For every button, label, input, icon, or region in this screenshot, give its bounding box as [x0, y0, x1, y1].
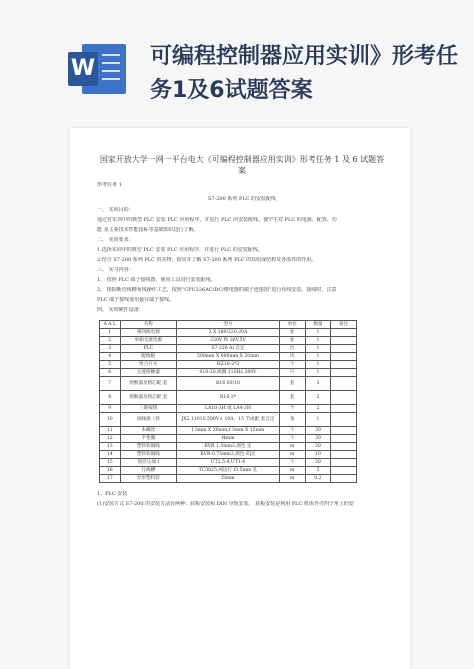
table-row [100, 435, 357, 443]
table-cell [331, 405, 357, 413]
table-cell: 7 [100, 377, 121, 391]
table-cell: 30 [305, 427, 331, 435]
table-cell: 1 [305, 353, 331, 361]
table-cell [331, 451, 357, 459]
doc-line: 2、 根据断近线槽布线操作工艺，按照“CPU226AC/DC/继电器的端子连接图”进行布线安装，接线时，注意 [97, 287, 337, 293]
table-cell: 30 [305, 435, 331, 443]
doc-line: 通过对实训中的典型 PLC 安装 PLC 应用程序，并进行 PLC 的安装配线，使学生对 PLC 的电源、配置、功 [97, 217, 337, 223]
table-cell [331, 467, 357, 475]
table-header-cell: 数量 [305, 321, 331, 329]
table-cell: m [279, 475, 305, 483]
table-cell: 20 [305, 459, 331, 467]
table-cell: 13 [100, 443, 121, 451]
table-cell: 行线槽 [120, 467, 177, 475]
table-cell: 异形塑料管 [120, 475, 177, 483]
table-row [100, 345, 357, 353]
table-cell: 木螺丝 [120, 427, 177, 435]
table-cell: BVR 1.5mm2,颜色 定 [177, 443, 280, 451]
table-cell: 3 [100, 345, 121, 353]
training-name: S7-200 系列 PLC 的安装配线 [207, 196, 277, 202]
table-cell: 塑料软铜线 [120, 451, 177, 459]
table-cell: JX2 1101S,500V× 10A、15 节或配 套自定 [177, 413, 280, 427]
table-cell: 个 [279, 361, 305, 369]
table-cell: 1 [100, 329, 121, 337]
table-cell: 6 [100, 369, 121, 377]
table-cell [331, 329, 357, 337]
table-cell: 1 [305, 361, 331, 369]
table-cell: m [279, 443, 305, 451]
doc-line: 1.选择实训中的典型 PLC 安装 PLC 应用程序，并进行 PLC 的安装配线。 [97, 247, 263, 253]
table-cell: 相四线电源 [120, 329, 177, 337]
table-row [100, 459, 357, 467]
table-cell: 个 [279, 427, 305, 435]
table-cell: 10 [100, 413, 121, 427]
table-cell: R16 60/10 [177, 377, 280, 391]
table-cell [331, 413, 357, 427]
table-cell: 1 [305, 413, 331, 427]
table-cell: 220V 和 36V,5V [177, 337, 280, 345]
table-cell: m [279, 451, 305, 459]
table-cell: 交流接触器 [120, 369, 177, 377]
table-cell: UT2.5-4,UT1-4 [177, 459, 280, 467]
table-cell: PLC [120, 345, 177, 353]
doc-line: 四、 实训硬件设备： [97, 307, 144, 313]
task-label: 形考任务 1 [97, 182, 122, 188]
table-cell: f4mm [177, 435, 280, 443]
table-cell: TC3025,两边打 f3.5mm 孔 [177, 467, 280, 475]
table-cell [331, 435, 357, 443]
table-cell: 2 [305, 405, 331, 413]
doc-line: (1)安装方式 S7-200 的安装方法有两种：底板安装和 DIN 导轨安装。 底板安装是利用 PLC 机体外壳四个角上的安 [97, 501, 354, 507]
table-cell: 2 [305, 391, 331, 405]
word-document-icon [68, 44, 126, 94]
table-cell: 3 [305, 377, 331, 391]
table-row [100, 451, 357, 459]
table-cell: 1 [305, 337, 331, 345]
table-header-row [100, 321, 357, 329]
table-cell [331, 459, 357, 467]
table-cell [331, 377, 357, 391]
table-cell: 2 [100, 337, 121, 345]
table-cell: m [279, 467, 305, 475]
table-cell [331, 353, 357, 361]
table-cell: 12 [100, 435, 121, 443]
table-cell: 单相交流电源 [120, 337, 177, 345]
table-cell: 0.2 [305, 475, 331, 483]
table-row [100, 405, 357, 413]
table-header-cell: 型号 [177, 321, 280, 329]
table-cell: 组合开关 [120, 361, 177, 369]
table-cell: 条 [279, 413, 305, 427]
table-cell: 1 [305, 329, 331, 337]
table-header-cell: 单位 [279, 321, 305, 329]
table-cell [331, 391, 357, 405]
table-cell: 8 [100, 391, 121, 405]
table-cell: 11 [100, 427, 121, 435]
table-cell: 平垫圈 [120, 435, 177, 443]
table-cell [331, 427, 357, 435]
doc-title: 国家开放大学一网一平台电大《可编程控制器应用实训》形考任务 1 及 6 试题答案 [99, 155, 385, 175]
table-cell: 套 [279, 377, 305, 391]
table-row [100, 377, 357, 391]
table-cell: 010-20,线圈 110Hz 380V [177, 369, 280, 377]
table-cell: 别径压端 f [120, 459, 177, 467]
table-row [100, 443, 357, 451]
table-header-cell: 名称 [120, 321, 177, 329]
table-cell: 处 [279, 337, 305, 345]
table-cell: 只 [279, 369, 305, 377]
table-cell: 塑料软铜线 [120, 443, 177, 451]
table-row [100, 361, 357, 369]
table-cell: 接线端（铁 [120, 413, 177, 427]
doc-line: PLC 端子接线要用接往端子接线。 [97, 297, 175, 303]
table-header-cell: A A L [100, 321, 121, 329]
document-page [70, 128, 410, 669]
table-cell: 处 [279, 329, 305, 337]
table-row [100, 369, 357, 377]
table-cell [331, 337, 357, 345]
table-cell: 1 [305, 345, 331, 353]
table-cell: 个 [279, 405, 305, 413]
table-cell: 10 [305, 451, 331, 459]
table-cell: BVR-0.75mm2,颜色 E]定 [177, 451, 280, 459]
table-cell: 熔断器及熔芯配 套 [120, 391, 177, 405]
table-cell: 4 [100, 353, 121, 361]
document-banner [0, 0, 474, 128]
table-body [100, 329, 357, 483]
table-row [100, 427, 357, 435]
table-cell: 三联按钮 [120, 405, 177, 413]
table-row [100, 467, 357, 475]
doc-line: 二、 实训要求： [97, 237, 134, 243]
table-cell: f3mm [177, 475, 280, 483]
word-icon-letter: W [68, 52, 98, 86]
table-cell: 14 [100, 451, 121, 459]
table-cell: 配线板 [120, 353, 177, 361]
table-cell: 3 X 380/220,20A [177, 329, 280, 337]
page-title: 可编程控制器应用实训》形考任务1及6试题答案 [150, 44, 459, 103]
doc-line: 三、 实习内容： [97, 267, 134, 273]
table-header-cell: 备注 [331, 321, 357, 329]
table-cell: 个 [279, 459, 305, 467]
table-cell [331, 443, 357, 451]
table-row [100, 353, 357, 361]
table-cell [331, 345, 357, 353]
table-cell: LA10-3H 或 LA4-3H [177, 405, 280, 413]
table-cell [331, 475, 357, 483]
table-cell: 块 [279, 353, 305, 361]
hardware-table [99, 320, 357, 483]
table-cell: 5 [100, 361, 121, 369]
table-cell [331, 361, 357, 369]
table-row [100, 391, 357, 405]
table-cell: S7-226 Ai 自定 [177, 345, 280, 353]
table-cell: f 3mm X 20mm;f 3mm X 15mm [177, 427, 280, 435]
table-cell: 5 [305, 467, 331, 475]
document-content [97, 142, 387, 508]
table-row [100, 337, 357, 345]
table-cell: 500mm X 600mm X 20mm [177, 353, 280, 361]
table-cell: 熔断器及熔芯配 套 [120, 377, 177, 391]
table-cell: 套 [279, 391, 305, 405]
table-row [100, 329, 357, 337]
doc-line: 2.结合 S7-200 系列 PLC 的实物，指出并了解 S7-200 系列 PLC 的其组成结构及各部件的作用。 [97, 257, 317, 263]
doc-line: 一、 实训目的： [97, 207, 134, 213]
table-cell: 15 [100, 459, 121, 467]
table-cell: R16-3* [177, 391, 280, 405]
table-row [100, 413, 357, 427]
table-cell: 1 [305, 369, 331, 377]
doc-body [97, 207, 387, 314]
table-cell [331, 369, 357, 377]
doc-line: 能 及主要技术性能指标等基础知识进行了解。 [97, 227, 199, 233]
doc-line: 1、PLC 安装 [97, 491, 128, 497]
table-row [100, 475, 357, 483]
table-cell: 9 [100, 405, 121, 413]
table-cell: 16 [100, 467, 121, 475]
table-cell: 17 [100, 475, 121, 483]
table-cell: 个 [279, 435, 305, 443]
doc-body-continued [97, 491, 387, 508]
table-cell: 20 [305, 443, 331, 451]
doc-line: 1、 按照 PLC 端子接线图，使用工具进行安装配线。 [97, 277, 216, 283]
table-cell: 台 [279, 345, 305, 353]
table-cell: HZ10-2*3 [177, 361, 280, 369]
